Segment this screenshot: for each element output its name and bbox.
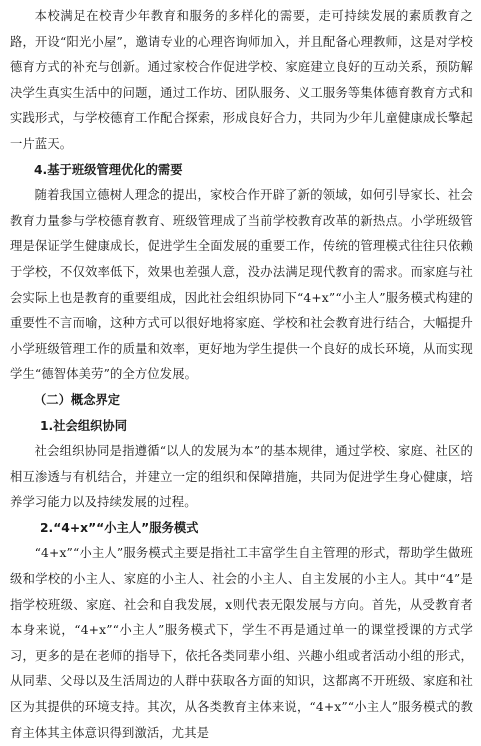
heading-concept-definition: （二）概念界定 <box>34 392 121 407</box>
heading-class-management-needs: 4.基于班级管理优化的需要 <box>34 162 183 177</box>
paragraph-service-model: “4+x”“小主人”服务模式主要是指社工丰富学生自主管理的形式，帮助学生做班级和学校的小主人、家庭的小主人、社会的小主人、自主发展的小主人。其中“4”是指学校班级、家庭、社会和自我发展，x则代表无限发展与方向。首先，从受教育者本身来说，“4+x”“小主人”服务模式下，学生不再是通过单一的课堂授课的方式学习，更多的是在老师的指导下，依托各类同辈小组、兴趣小组或者活动小组的形式，从同辈、父母以及生活周边的人群中获取各方面的知识，这都离不开班级、家庭和社区为其提供的环境支持。其次，从各类教育主体来说，“4+x”“小主人”服务模式的教育主体其主体意识得到激活，尤其是 <box>10 546 473 740</box>
paragraph-class-management: 随着我国立德树人理念的提出，家校合作开辟了新的领域，如何引导家长、社会教育力量参与学校德育教育、班级管理成了当前学校教育改革的新热点。小学班级管理是保证学生健康成长，促进学生全面发展的重要工作，传统的管理模式往往只依赖于学校，不仅效率低下，效果也差强人意，没办法满足现代教育的需求。而家庭与社会实际上也是教育的重要组成，因此社会组织协同下“4+x”“小主人”服务模式构建的重要性不言而喻，这种方式可以很好地将家庭、学校和社会教育进行结合，大幅提升小学班级管理工作的质量和效率，更好地为学生提供一个良好的成长环境，从而实现学生“德智体美劳”的全方位发展。 <box>10 188 473 382</box>
heading-social-organization-synergy: 1.社会组织协同 <box>40 418 128 433</box>
paragraph-sunshine-house: 本校满足在校青少年教育和服务的多样化的需要，走可持续发展的素质教育之路，开设“阳光小屋”，邀请专业的心理咨询师加入，并且配备心理教师，这是对学校德育方式的补充与创新。通过家校合作促进学校、家庭建立良好的互动关系，预防解决学生真实生活中的问题，通过工作坊、团队服务、义工服务等集体德育教育方式和实践形式，与学校德育工作配合探索，形成良好合力，共同为少年儿童健康成长擎起一片蓝天。 <box>10 9 473 151</box>
heading-service-model: 2.“4+x”“小主人”服务模式 <box>40 520 199 535</box>
paragraph-social-organization-synergy: 社会组织协同是指遵循“以人的发展为本”的基本规律，通过学校、家庭、社区的相互渗透与有机结合，并建立一定的组织和保障措施，共同为促进学生身心健康，培养学习能力以及持续发展的过程。 <box>10 444 473 510</box>
